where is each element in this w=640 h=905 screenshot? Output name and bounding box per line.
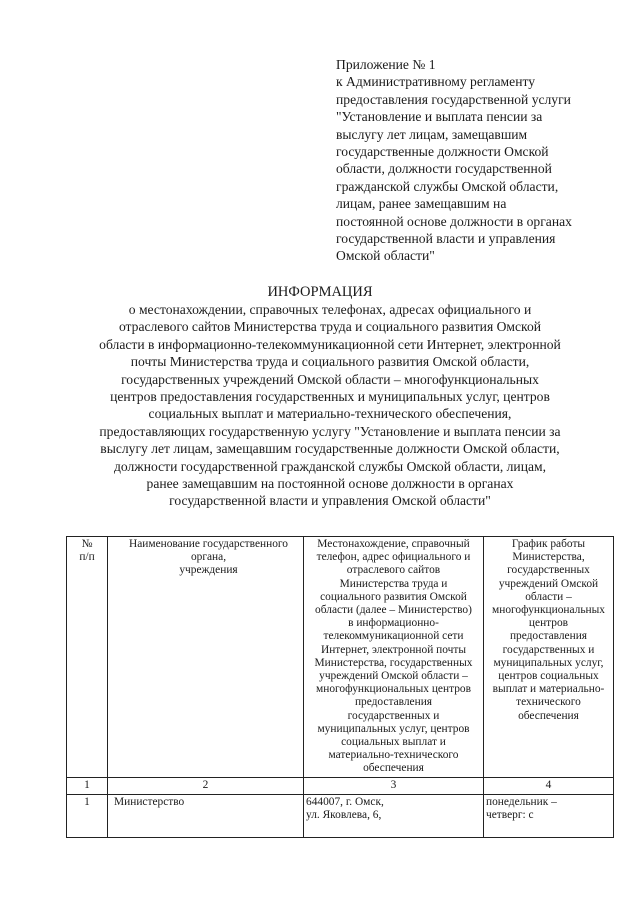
- row-schedule: понедельник – четверг: с: [484, 794, 614, 837]
- appendix-line: Омской области": [336, 248, 435, 264]
- appendix-line: выслугу лет лицам, замещавшим: [336, 126, 528, 142]
- table-row: [67, 794, 614, 837]
- appendix-line: к Административному регламенту: [336, 74, 536, 90]
- subtitle-line: центров предоставления государственных и муниципальных услуг, центров: [110, 389, 550, 405]
- document-subtitle: [40, 301, 620, 510]
- subtitle-line: о местонахождении, справочных телефонах, адресах официального и: [128, 302, 532, 317]
- appendix-block: [336, 56, 626, 265]
- subtitle-line: предоставляющих государственную услугу "Установление и выплата пенсии за: [99, 423, 561, 439]
- appendix-line: предоставления государственной услуги: [336, 91, 571, 107]
- header-location: Местонахождение, справочный телефон, адрес официального и отраслевого сайтов Министерства труда и социального развития Омской области (далее – Министерство) в информационно- телекоммуникационной сети Интернет, электронной почты Министерства, государственных учреждений Омской области – многофункциональных центров предоставления государственных и муниципальных услуг, центров социальных выплат и материально-технического обеспечения: [304, 537, 484, 778]
- subtitle-line: должности государственной гражданской службы Омской области, лицам,: [113, 458, 547, 474]
- appendix-line: государственной власти и управления: [336, 231, 556, 247]
- subtitle-line: государственной власти и управления Омской области": [169, 493, 491, 509]
- subtitle-line: области в информационно-телекоммуникационной сети Интернет, электронной: [99, 336, 561, 352]
- appendix-line: лицам, ранее замещавшим на: [336, 196, 507, 212]
- header-schedule: График работы Министерства, государственных учреждений Омской области – многофункциональных центров предоставления государственных и муниципальных услуг, центров социальных выплат и материально- технического обеспечения: [484, 537, 614, 778]
- document-title: ИНФОРМАЦИЯ: [267, 284, 373, 300]
- table-header-row: [67, 537, 614, 778]
- appendix-line: гражданской службы Омской области,: [336, 178, 559, 194]
- column-number: 2: [108, 777, 304, 794]
- subtitle-line: ранее замещавшим на постоянной основе должности в органах: [146, 476, 514, 492]
- row-num: 1: [67, 794, 108, 837]
- subtitle-line: почты Министерства труда и социального развития Омской области,: [130, 354, 530, 370]
- appendix-line: Приложение № 1: [336, 57, 436, 72]
- subtitle-line: государственных учреждений Омской области – многофункциональных: [121, 371, 539, 387]
- appendix-line: постоянной основе должности в органах: [336, 213, 572, 229]
- row-name: Министерство: [108, 794, 304, 837]
- column-number: 3: [304, 777, 484, 794]
- header-num: № п/п: [67, 537, 108, 778]
- column-number: 1: [67, 777, 108, 794]
- row-location: 644007, г. Омск, ул. Яковлева, 6,: [304, 794, 484, 837]
- info-table: [66, 536, 614, 838]
- subtitle-line: отраслевого сайтов Министерства труда и социального развития Омской: [118, 319, 542, 335]
- appendix-line: "Установление и выплата пенсии за: [336, 109, 543, 125]
- subtitle-line: социальных выплат и материально-технического обеспечения,: [148, 406, 512, 422]
- column-number: 4: [484, 777, 614, 794]
- appendix-line: государственные должности Омской: [336, 144, 549, 160]
- header-name: Наименование государственного органа, учреждения: [108, 537, 304, 778]
- subtitle-line: выслугу лет лицам, замещавшим государственные должности Омской области,: [100, 441, 560, 457]
- column-number-row: [67, 777, 614, 794]
- appendix-line: области, должности государственной: [336, 161, 552, 177]
